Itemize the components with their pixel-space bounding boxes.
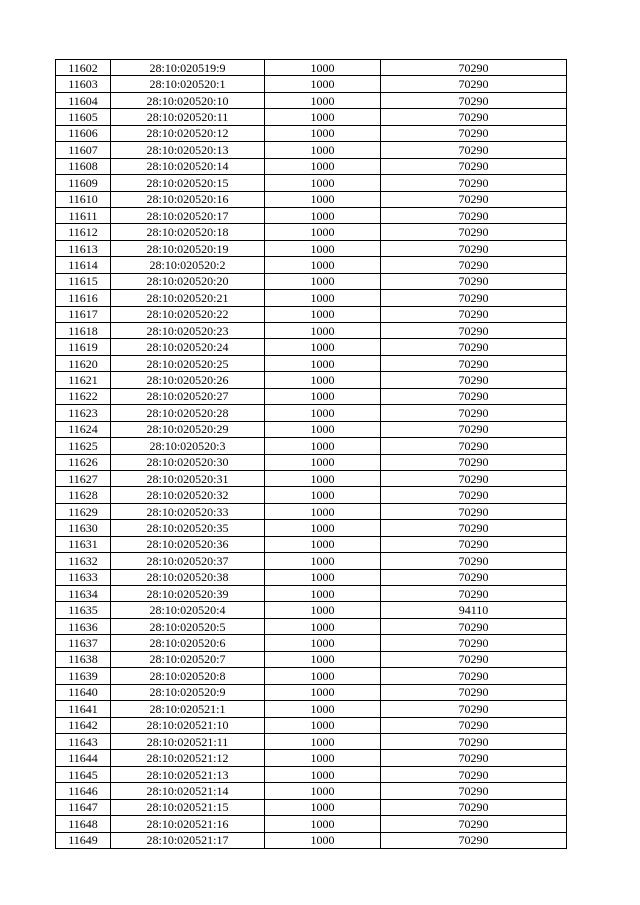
row-number-cell: 11611 xyxy=(56,207,111,223)
table-row xyxy=(56,684,567,700)
cadastral-table xyxy=(55,59,567,849)
value-cell: 94110 xyxy=(381,602,567,618)
table-row xyxy=(56,701,567,717)
cadastral-number-cell: 28:10:020521:13 xyxy=(111,766,265,782)
cadastral-number-cell: 28:10:020520:14 xyxy=(111,158,265,174)
cadastral-number-cell: 28:10:020520:2 xyxy=(111,257,265,273)
table-row xyxy=(56,454,567,470)
value-cell: 70290 xyxy=(381,701,567,717)
cadastral-number-cell: 28:10:020520:19 xyxy=(111,240,265,256)
area-cell: 1000 xyxy=(265,569,381,585)
table-row xyxy=(56,388,567,404)
table-row xyxy=(56,553,567,569)
value-cell: 70290 xyxy=(381,520,567,536)
cadastral-number-cell: 28:10:020520:37 xyxy=(111,553,265,569)
area-cell: 1000 xyxy=(265,323,381,339)
table-row xyxy=(56,109,567,125)
row-number-cell: 11604 xyxy=(56,92,111,108)
row-number-cell: 11613 xyxy=(56,240,111,256)
row-number-cell: 11614 xyxy=(56,257,111,273)
area-cell: 1000 xyxy=(265,701,381,717)
cadastral-number-cell: 28:10:020520:27 xyxy=(111,388,265,404)
row-number-cell: 11623 xyxy=(56,405,111,421)
row-number-cell: 11602 xyxy=(56,60,111,76)
row-number-cell: 11618 xyxy=(56,323,111,339)
table-row xyxy=(56,635,567,651)
area-cell: 1000 xyxy=(265,750,381,766)
value-cell: 70290 xyxy=(381,142,567,158)
row-number-cell: 11635 xyxy=(56,602,111,618)
value-cell: 70290 xyxy=(381,175,567,191)
cadastral-number-cell: 28:10:020520:12 xyxy=(111,125,265,141)
value-cell: 70290 xyxy=(381,125,567,141)
table-row xyxy=(56,503,567,519)
table-row xyxy=(56,816,567,832)
table-row xyxy=(56,766,567,782)
table-row xyxy=(56,158,567,174)
value-cell: 70290 xyxy=(381,487,567,503)
value-cell: 70290 xyxy=(381,799,567,815)
value-cell: 70290 xyxy=(381,553,567,569)
area-cell: 1000 xyxy=(265,207,381,223)
row-number-cell: 11647 xyxy=(56,799,111,815)
table-row xyxy=(56,651,567,667)
value-cell: 70290 xyxy=(381,651,567,667)
cadastral-number-cell: 28:10:020520:28 xyxy=(111,405,265,421)
value-cell: 70290 xyxy=(381,323,567,339)
area-cell: 1000 xyxy=(265,76,381,92)
area-cell: 1000 xyxy=(265,372,381,388)
value-cell: 70290 xyxy=(381,454,567,470)
cadastral-number-cell: 28:10:020520:15 xyxy=(111,175,265,191)
area-cell: 1000 xyxy=(265,339,381,355)
cadastral-number-cell: 28:10:020520:23 xyxy=(111,323,265,339)
cadastral-number-cell: 28:10:020520:31 xyxy=(111,470,265,486)
row-number-cell: 11649 xyxy=(56,832,111,848)
row-number-cell: 11606 xyxy=(56,125,111,141)
value-cell: 70290 xyxy=(381,207,567,223)
row-number-cell: 11641 xyxy=(56,701,111,717)
row-number-cell: 11634 xyxy=(56,586,111,602)
value-cell: 70290 xyxy=(381,618,567,634)
cadastral-number-cell: 28:10:020521:17 xyxy=(111,832,265,848)
area-cell: 1000 xyxy=(265,257,381,273)
area-cell: 1000 xyxy=(265,224,381,240)
cadastral-number-cell: 28:10:020520:5 xyxy=(111,618,265,634)
cadastral-number-cell: 28:10:020520:7 xyxy=(111,651,265,667)
row-number-cell: 11620 xyxy=(56,355,111,371)
area-cell: 1000 xyxy=(265,470,381,486)
row-number-cell: 11609 xyxy=(56,175,111,191)
row-number-cell: 11603 xyxy=(56,76,111,92)
row-number-cell: 11640 xyxy=(56,684,111,700)
cadastral-number-cell: 28:10:020521:16 xyxy=(111,816,265,832)
area-cell: 1000 xyxy=(265,832,381,848)
cadastral-number-cell: 28:10:020520:30 xyxy=(111,454,265,470)
table-row xyxy=(56,750,567,766)
row-number-cell: 11646 xyxy=(56,783,111,799)
area-cell: 1000 xyxy=(265,520,381,536)
row-number-cell: 11612 xyxy=(56,224,111,240)
row-number-cell: 11637 xyxy=(56,635,111,651)
area-cell: 1000 xyxy=(265,355,381,371)
value-cell: 70290 xyxy=(381,733,567,749)
table-row xyxy=(56,142,567,158)
table-row xyxy=(56,355,567,371)
area-cell: 1000 xyxy=(265,503,381,519)
value-cell: 70290 xyxy=(381,92,567,108)
value-cell: 70290 xyxy=(381,635,567,651)
row-number-cell: 11638 xyxy=(56,651,111,667)
row-number-cell: 11622 xyxy=(56,388,111,404)
area-cell: 1000 xyxy=(265,191,381,207)
cadastral-number-cell: 28:10:020520:17 xyxy=(111,207,265,223)
row-number-cell: 11625 xyxy=(56,438,111,454)
document-page xyxy=(55,59,566,849)
area-cell: 1000 xyxy=(265,602,381,618)
area-cell: 1000 xyxy=(265,487,381,503)
row-number-cell: 11631 xyxy=(56,536,111,552)
row-number-cell: 11636 xyxy=(56,618,111,634)
value-cell: 70290 xyxy=(381,536,567,552)
table-row xyxy=(56,240,567,256)
area-cell: 1000 xyxy=(265,635,381,651)
area-cell: 1000 xyxy=(265,60,381,76)
area-cell: 1000 xyxy=(265,799,381,815)
area-cell: 1000 xyxy=(265,438,381,454)
cadastral-number-cell: 28:10:020520:1 xyxy=(111,76,265,92)
row-number-cell: 11608 xyxy=(56,158,111,174)
row-number-cell: 11642 xyxy=(56,717,111,733)
value-cell: 70290 xyxy=(381,438,567,454)
cadastral-number-cell: 28:10:020520:33 xyxy=(111,503,265,519)
value-cell: 70290 xyxy=(381,290,567,306)
area-cell: 1000 xyxy=(265,618,381,634)
table-row xyxy=(56,733,567,749)
area-cell: 1000 xyxy=(265,405,381,421)
area-cell: 1000 xyxy=(265,273,381,289)
cadastral-number-cell: 28:10:020520:4 xyxy=(111,602,265,618)
area-cell: 1000 xyxy=(265,142,381,158)
value-cell: 70290 xyxy=(381,372,567,388)
value-cell: 70290 xyxy=(381,109,567,125)
table-row xyxy=(56,60,567,76)
row-number-cell: 11621 xyxy=(56,372,111,388)
value-cell: 70290 xyxy=(381,257,567,273)
row-number-cell: 11632 xyxy=(56,553,111,569)
row-number-cell: 11627 xyxy=(56,470,111,486)
row-number-cell: 11610 xyxy=(56,191,111,207)
table-row xyxy=(56,125,567,141)
table-row xyxy=(56,602,567,618)
area-cell: 1000 xyxy=(265,651,381,667)
row-number-cell: 11616 xyxy=(56,290,111,306)
cadastral-number-cell: 28:10:020521:11 xyxy=(111,733,265,749)
row-number-cell: 11615 xyxy=(56,273,111,289)
table-row xyxy=(56,520,567,536)
cadastral-number-cell: 28:10:020520:20 xyxy=(111,273,265,289)
area-cell: 1000 xyxy=(265,388,381,404)
cadastral-number-cell: 28:10:020520:36 xyxy=(111,536,265,552)
table-row xyxy=(56,257,567,273)
table-row xyxy=(56,224,567,240)
row-number-cell: 11629 xyxy=(56,503,111,519)
value-cell: 70290 xyxy=(381,273,567,289)
cadastral-number-cell: 28:10:020520:29 xyxy=(111,421,265,437)
area-cell: 1000 xyxy=(265,175,381,191)
table-row xyxy=(56,783,567,799)
value-cell: 70290 xyxy=(381,766,567,782)
cadastral-number-cell: 28:10:020520:16 xyxy=(111,191,265,207)
cadastral-number-cell: 28:10:020520:3 xyxy=(111,438,265,454)
value-cell: 70290 xyxy=(381,503,567,519)
row-number-cell: 11643 xyxy=(56,733,111,749)
cadastral-number-cell: 28:10:020520:24 xyxy=(111,339,265,355)
value-cell: 70290 xyxy=(381,569,567,585)
area-cell: 1000 xyxy=(265,125,381,141)
cadastral-number-cell: 28:10:020520:11 xyxy=(111,109,265,125)
cadastral-number-cell: 28:10:020520:22 xyxy=(111,306,265,322)
cadastral-number-cell: 28:10:020521:15 xyxy=(111,799,265,815)
cadastral-number-cell: 28:10:020521:12 xyxy=(111,750,265,766)
area-cell: 1000 xyxy=(265,454,381,470)
value-cell: 70290 xyxy=(381,158,567,174)
table-body xyxy=(56,60,567,849)
table-row xyxy=(56,306,567,322)
table-row xyxy=(56,536,567,552)
table-row xyxy=(56,421,567,437)
value-cell: 70290 xyxy=(381,470,567,486)
area-cell: 1000 xyxy=(265,306,381,322)
table-row xyxy=(56,191,567,207)
table-row xyxy=(56,76,567,92)
cadastral-number-cell: 28:10:020520:21 xyxy=(111,290,265,306)
row-number-cell: 11617 xyxy=(56,306,111,322)
table-row xyxy=(56,470,567,486)
table-row xyxy=(56,290,567,306)
cadastral-number-cell: 28:10:020520:35 xyxy=(111,520,265,536)
cadastral-number-cell: 28:10:020520:26 xyxy=(111,372,265,388)
value-cell: 70290 xyxy=(381,355,567,371)
table-row xyxy=(56,438,567,454)
cadastral-number-cell: 28:10:020521:14 xyxy=(111,783,265,799)
area-cell: 1000 xyxy=(265,684,381,700)
value-cell: 70290 xyxy=(381,421,567,437)
value-cell: 70290 xyxy=(381,783,567,799)
area-cell: 1000 xyxy=(265,421,381,437)
table-row xyxy=(56,207,567,223)
value-cell: 70290 xyxy=(381,306,567,322)
cadastral-number-cell: 28:10:020520:25 xyxy=(111,355,265,371)
table-row xyxy=(56,799,567,815)
cadastral-number-cell: 28:10:020520:9 xyxy=(111,684,265,700)
area-cell: 1000 xyxy=(265,586,381,602)
table-row xyxy=(56,586,567,602)
value-cell: 70290 xyxy=(381,832,567,848)
value-cell: 70290 xyxy=(381,60,567,76)
value-cell: 70290 xyxy=(381,816,567,832)
table-row xyxy=(56,372,567,388)
value-cell: 70290 xyxy=(381,191,567,207)
value-cell: 70290 xyxy=(381,750,567,766)
area-cell: 1000 xyxy=(265,240,381,256)
value-cell: 70290 xyxy=(381,76,567,92)
area-cell: 1000 xyxy=(265,668,381,684)
value-cell: 70290 xyxy=(381,684,567,700)
row-number-cell: 11630 xyxy=(56,520,111,536)
row-number-cell: 11633 xyxy=(56,569,111,585)
cadastral-number-cell: 28:10:020520:10 xyxy=(111,92,265,108)
table-row xyxy=(56,832,567,848)
area-cell: 1000 xyxy=(265,816,381,832)
cadastral-number-cell: 28:10:020520:32 xyxy=(111,487,265,503)
cadastral-number-cell: 28:10:020520:38 xyxy=(111,569,265,585)
table-row xyxy=(56,717,567,733)
cadastral-number-cell: 28:10:020520:13 xyxy=(111,142,265,158)
cadastral-number-cell: 28:10:020521:1 xyxy=(111,701,265,717)
table-row xyxy=(56,405,567,421)
value-cell: 70290 xyxy=(381,240,567,256)
table-row xyxy=(56,323,567,339)
row-number-cell: 11624 xyxy=(56,421,111,437)
area-cell: 1000 xyxy=(265,766,381,782)
row-number-cell: 11605 xyxy=(56,109,111,125)
table-row xyxy=(56,175,567,191)
table-row xyxy=(56,569,567,585)
table-row xyxy=(56,487,567,503)
area-cell: 1000 xyxy=(265,109,381,125)
row-number-cell: 11648 xyxy=(56,816,111,832)
row-number-cell: 11619 xyxy=(56,339,111,355)
area-cell: 1000 xyxy=(265,536,381,552)
area-cell: 1000 xyxy=(265,717,381,733)
table-row xyxy=(56,339,567,355)
value-cell: 70290 xyxy=(381,668,567,684)
table-row xyxy=(56,273,567,289)
value-cell: 70290 xyxy=(381,717,567,733)
value-cell: 70290 xyxy=(381,405,567,421)
row-number-cell: 11645 xyxy=(56,766,111,782)
area-cell: 1000 xyxy=(265,290,381,306)
value-cell: 70290 xyxy=(381,224,567,240)
cadastral-number-cell: 28:10:020519:9 xyxy=(111,60,265,76)
row-number-cell: 11644 xyxy=(56,750,111,766)
table-row xyxy=(56,92,567,108)
cadastral-number-cell: 28:10:020520:39 xyxy=(111,586,265,602)
cadastral-number-cell: 28:10:020520:8 xyxy=(111,668,265,684)
row-number-cell: 11607 xyxy=(56,142,111,158)
area-cell: 1000 xyxy=(265,783,381,799)
value-cell: 70290 xyxy=(381,339,567,355)
value-cell: 70290 xyxy=(381,388,567,404)
table-row xyxy=(56,668,567,684)
cadastral-number-cell: 28:10:020520:18 xyxy=(111,224,265,240)
area-cell: 1000 xyxy=(265,158,381,174)
row-number-cell: 11626 xyxy=(56,454,111,470)
value-cell: 70290 xyxy=(381,586,567,602)
cadastral-number-cell: 28:10:020520:6 xyxy=(111,635,265,651)
table-row xyxy=(56,618,567,634)
area-cell: 1000 xyxy=(265,553,381,569)
row-number-cell: 11639 xyxy=(56,668,111,684)
cadastral-number-cell: 28:10:020521:10 xyxy=(111,717,265,733)
area-cell: 1000 xyxy=(265,92,381,108)
row-number-cell: 11628 xyxy=(56,487,111,503)
area-cell: 1000 xyxy=(265,733,381,749)
